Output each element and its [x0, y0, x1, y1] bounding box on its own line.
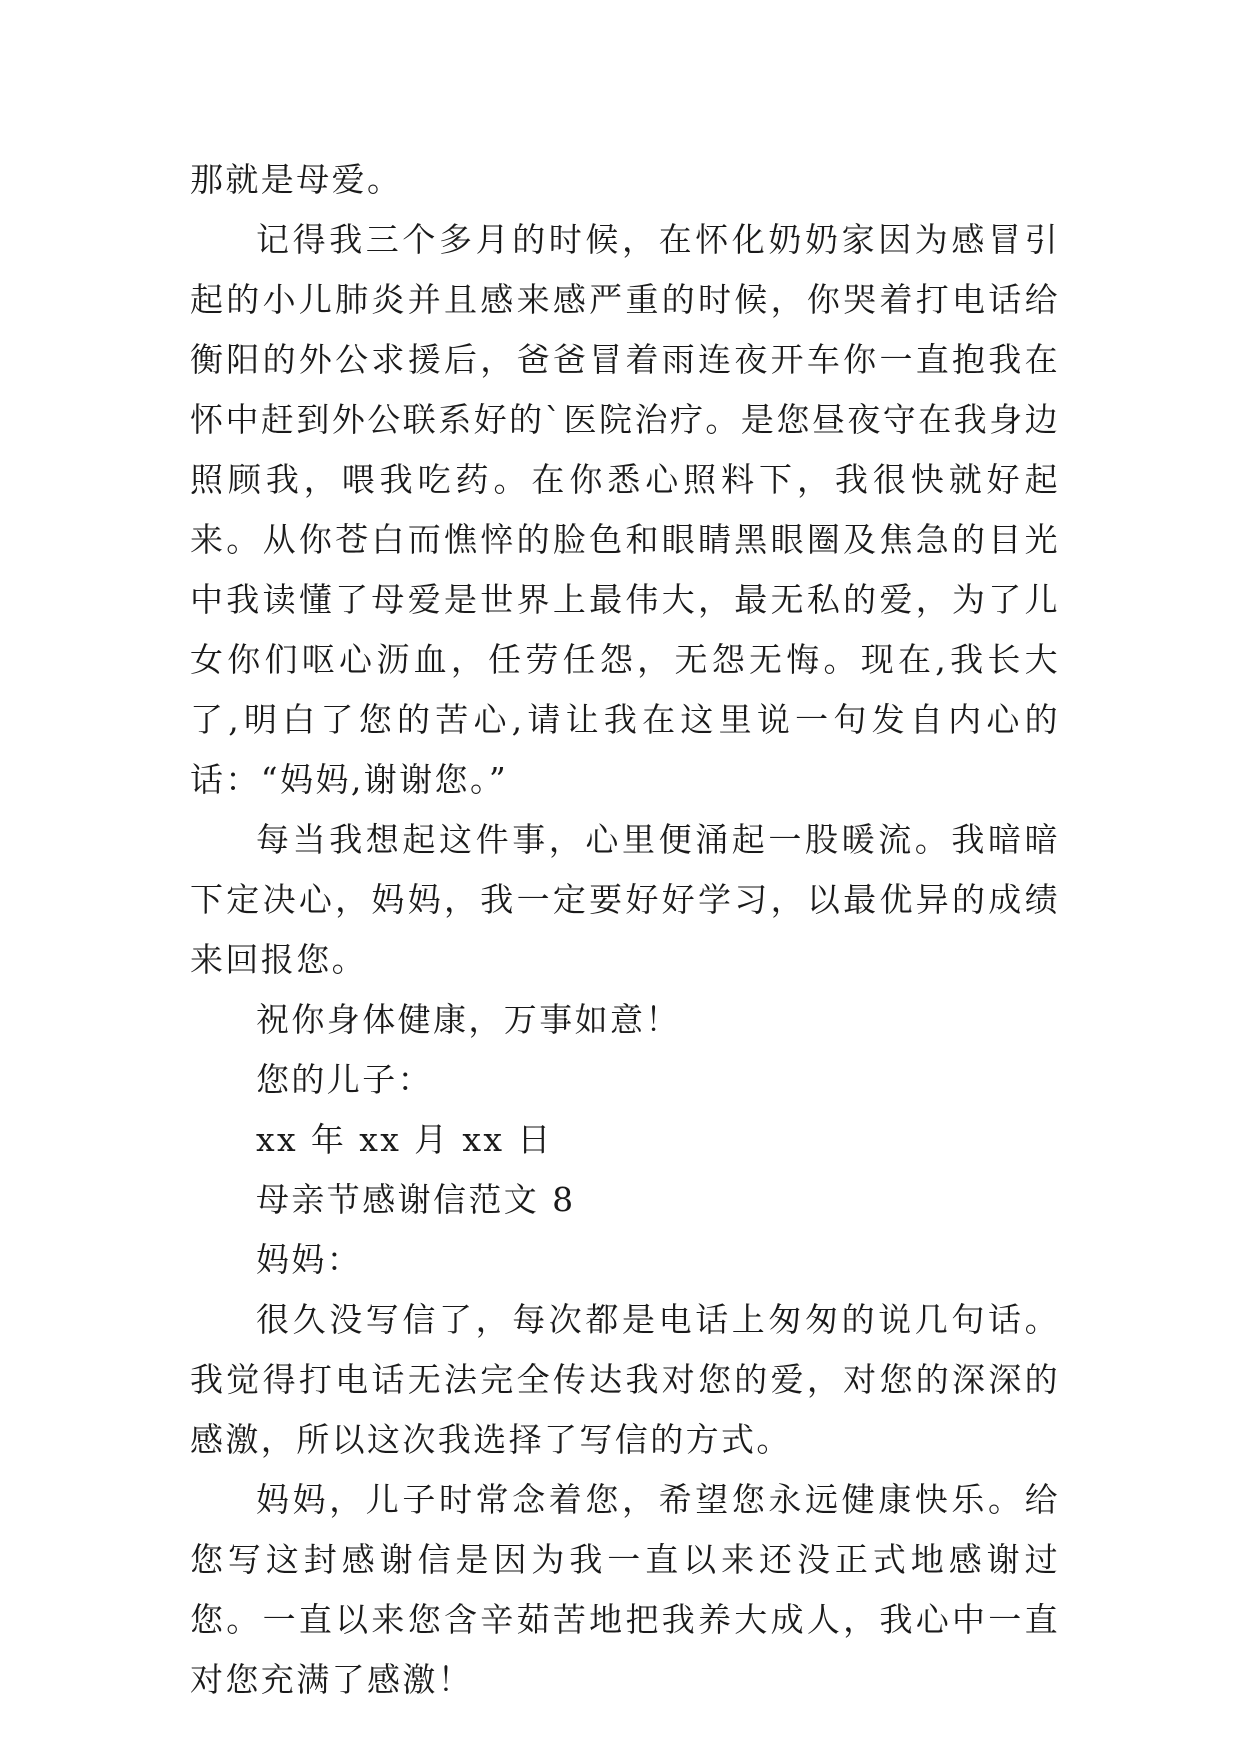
signature-line: 您的儿子： — [256, 1060, 433, 1099]
letter-body — [190, 150, 1060, 1710]
paragraph-closing-line: 那就是母爱。 — [190, 160, 403, 199]
closing-wish: 祝你身体健康，万事如意！ — [256, 1000, 681, 1039]
paragraph-intro: 很久没写信了，每次都是电话上匆匆的说几句话。我觉得打电话无法完全传达我对您的爱，对您的深深的感激，所以这次我选择了写信的方式。 — [190, 1300, 1060, 1459]
salutation: 妈妈： — [256, 1240, 363, 1279]
date-line: xx 年 xx 月 xx 日 — [256, 1120, 553, 1159]
paragraph-resolve: 每当我想起这件事，心里便涌起一股暖流。我暗暗下定决心，妈妈，我一定要好好学习，以最优异的成绩来回报您。 — [190, 820, 1060, 979]
paragraph-gratitude: 妈妈，儿子时常念着您，希望您永远健康快乐。给您写这封感谢信是因为我一直以来还没正式地感谢过您。一直以来您含辛茹苦地把我养大成人，我心中一直对您充满了感激！ — [190, 1480, 1060, 1699]
paragraph-memory: 记得我三个多月的时候，在怀化奶奶家因为感冒引起的小儿肺炎并且感来感严重的时候，你哭着打电话给衡阳的外公求援后，爸爸冒着雨连夜开车你一直抱我在怀中赶到外公联系好的`医院治疗。是您昼夜守在我身边照顾我，喂我吃药。在你悉心照料下，我很快就好起来。从你苍白而憔悴的脸色和眼睛黑眼圈及焦急的目光中我读懂了母爱是世界上最伟大，最无私的爱，为了儿女你们呕心沥血，任劳任怨，无怨无悔。现在,我长大了,明白了您的苦心,请让我在这里说一句发自内心的话：“妈妈,谢谢您。” — [190, 220, 1060, 799]
section-heading: 母亲节感谢信范文 8 — [256, 1180, 576, 1219]
